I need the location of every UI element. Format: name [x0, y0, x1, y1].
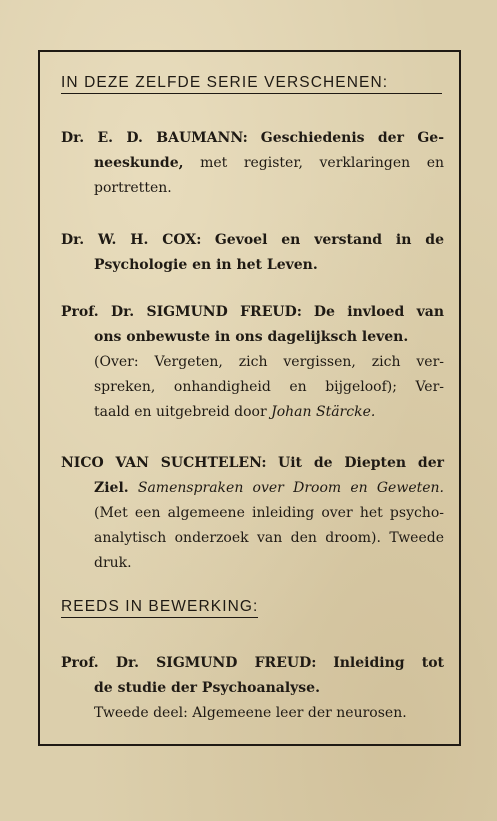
author-name: Dr. W. H. COX: [61, 232, 202, 248]
entry-line [61, 451, 444, 476]
book-title: neeskunde, [94, 155, 184, 171]
entry-line [61, 701, 444, 726]
book-description: (Over: Vergeten, zich vergissen, zich ver- [94, 354, 444, 370]
heading-in-preparation: REEDS IN BEWERKING: [61, 598, 258, 618]
heading-published-series: IN DEZE ZELFDE SERIE VERSCHENEN: [61, 74, 442, 94]
entry-cox [61, 228, 444, 278]
entry-line [61, 526, 444, 551]
book-description: (Met een algemeene inleiding over het psycho- [94, 505, 444, 521]
book-title: Psychologie en in het Leven. [94, 257, 318, 273]
author-name: Prof. Dr. SIGMUND FREUD: [61, 304, 302, 320]
book-description: spreken, onhandigheid en bijgeloof); Ver- [94, 379, 444, 395]
book-title: ons onbewuste in ons dagelijksch leven. [94, 329, 409, 345]
entry-freud-invloed [61, 300, 444, 425]
translator-name: Johan Stärcke. [271, 404, 376, 420]
entry-line [61, 476, 444, 501]
book-subtitle: Samenspraken over Droom en Geweten. [137, 480, 444, 496]
book-description: druk. [94, 555, 132, 571]
book-title: Inleiding tot [333, 655, 445, 671]
book-description: portretten. [94, 180, 172, 196]
book-description: met register, verklaringen en [200, 155, 444, 171]
entry-line [61, 651, 444, 676]
entry-freud-inleiding [61, 651, 444, 726]
entry-line [61, 375, 444, 400]
book-title: Geschiedenis der Ge- [260, 130, 444, 146]
entry-line [61, 325, 444, 350]
book-description: analytisch onderzoek van den droom). Tweede [94, 530, 444, 546]
entry-line [61, 151, 444, 176]
entry-line [61, 551, 444, 576]
author-name: Prof. Dr. SIGMUND FREUD: [61, 655, 317, 671]
author-name: NICO VAN SUCHTELEN: [61, 455, 267, 471]
entry-line [61, 176, 444, 201]
book-title: De invloed van [313, 304, 445, 320]
book-title: Ziel. [94, 480, 129, 496]
author-name: Dr. E. D. BAUMANN: [61, 130, 248, 146]
entry-line [61, 501, 444, 526]
entry-line [61, 253, 444, 278]
book-description: Tweede deel: Algemeene leer der neurosen. [94, 705, 407, 721]
book-title: Gevoel en verstand in de [214, 232, 444, 248]
entry-line [61, 400, 444, 425]
book-title: de studie der Psychoanalyse. [94, 680, 320, 696]
book-description: taald en uitgebreid door [94, 404, 267, 420]
entry-line [61, 228, 444, 253]
book-title: Uit de Diepten der [278, 455, 445, 471]
entry-line [61, 350, 444, 375]
entry-line [61, 676, 444, 701]
entry-line [61, 126, 444, 151]
entry-baumann [61, 126, 444, 201]
entry-van-suchtelen [61, 451, 444, 576]
entry-line [61, 300, 444, 325]
